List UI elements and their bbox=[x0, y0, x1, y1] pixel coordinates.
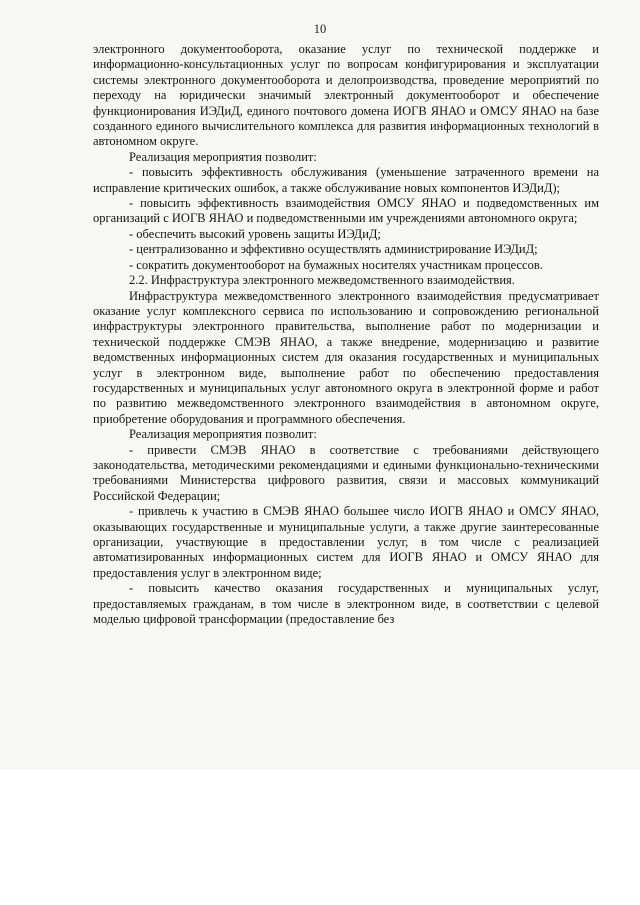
paragraph: 2.2. Инфраструктура электронного межведомственного взаимодействия. bbox=[129, 273, 515, 288]
list-item-paragraph: - повысить качество оказания государственных и муниципальных услуг, предоставляемых гражданам, в том числе в электронном виде, в соответствии с целевой моделью цифровой трансформации (предоставление без bbox=[93, 581, 599, 627]
list-item-paragraph: - обеспечить высокий уровень защиты ИЭДиД; bbox=[129, 226, 381, 241]
paragraph: Реализация мероприятия позволит: bbox=[129, 149, 317, 164]
list-item-paragraph: - привлечь к участию в СМЭВ ЯНАО большее число ИОГВ ЯНАО и ОМСУ ЯНАО, оказывающих государственные и муниципальные услуги, а также другие заинтересованные организации, участвующие в предоставлении услуг, в том числе с реализацией автоматизированных информационных систем для ИОГВ ЯНАО и ОМСУ ЯНАО для предоставления услуг в электронном виде; bbox=[93, 504, 599, 580]
document-body bbox=[93, 42, 599, 627]
paragraph: Реализация мероприятия позволит: bbox=[129, 427, 317, 442]
page-bottom-margin bbox=[0, 770, 640, 905]
paragraph: Инфраструктура межведомственного электронного взаимодействия предусматривает оказание услуг комплексного сервиса по использованию и сопровождению региональной инфраструктуры электронного правительства, выполнение работ по модернизации и технической поддержке СМЭВ ЯНАО, а также внедрение, модернизацию и развитие ведомственных информационных систем для оказания государственных и муниципальных услуг в электронном виде, выполнение работ по обеспечению предоставления государственных и муниципальных услуг автономного округа в электронной форме и работ по развитию межведомственного электронного взаимодействия в автономном округе, приобретение оборудования и программного обеспечения. bbox=[93, 288, 599, 426]
list-item-paragraph: - централизованно и эффективно осуществлять администрирование ИЭДиД; bbox=[129, 242, 538, 257]
list-item-paragraph: - повысить эффективность обслуживания (уменьшение затраченного времени на исправление критических ошибок, а также обслуживание новых компонентов ИЭДиД); bbox=[93, 165, 599, 195]
list-item-paragraph: - сократить документооборот на бумажных носителях участникам процессов. bbox=[129, 257, 543, 272]
list-item-paragraph: - привести СМЭВ ЯНАО в соответствие с требованиями действующего законодательства, методическими рекомендациями и едиными функционально-техническими требованиями Министерства цифрового развития, связи и массовых коммуникаций Российской Федерации; bbox=[93, 442, 599, 503]
page-number: 10 bbox=[313, 22, 327, 36]
paragraph: электронного документооборота, оказание услуг по технической поддержке и информационно-консультационных услуг по вопросам конфигурирования и эксплуатации системы электронного документооборота и делопроизводства, проведение мероприятий по переходу на юридически значимый электронный документооборот и обеспечение функционирования ИЭДиД, единого почтового домена ИОГВ ЯНАО и ОМСУ ЯНАО на базе созданного единого вычислительного комплекса для развития информационных технологий в автономном округе. bbox=[93, 42, 599, 149]
list-item-paragraph: - повысить эффективность взаимодействия ОМСУ ЯНАО и подведомственных им организаций с ИОГВ ЯНАО и подведомственными им учреждениями автономного округа; bbox=[93, 196, 599, 226]
